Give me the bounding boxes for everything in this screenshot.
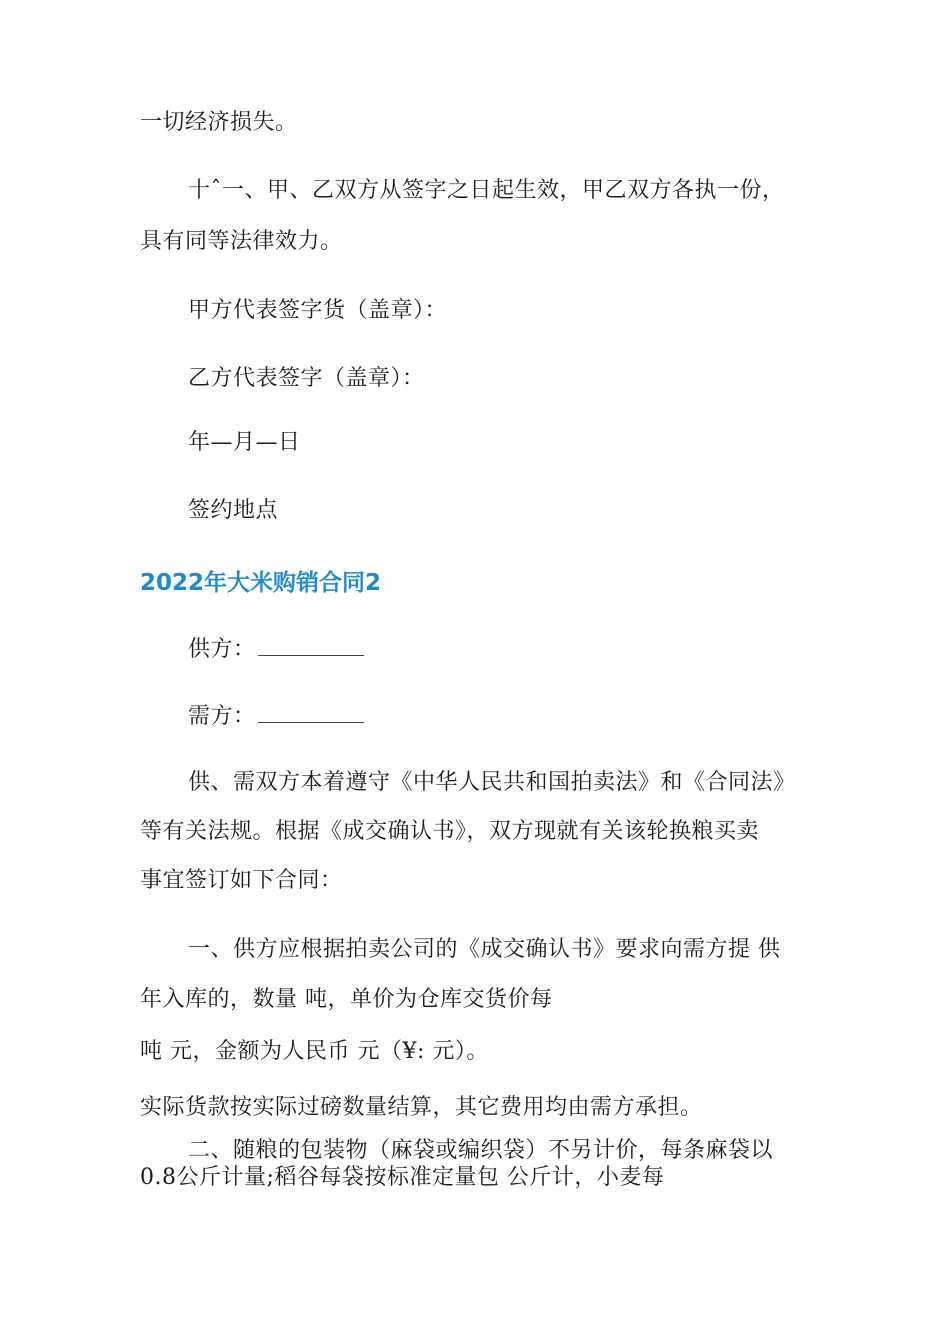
buyer-line <box>188 702 878 732</box>
paragraph-line: 实际货款按实际过磅数量结算，其它费用均由需方承担。 <box>140 1095 703 1120</box>
text-line: 具有同等法律效力。 <box>140 229 343 254</box>
text-line: 十ˆ一、甲、乙双方从签字之日起生效，甲乙双方各执一份， <box>188 178 785 203</box>
text-line: 一切经济损失。 <box>140 110 298 135</box>
paragraph-line: 一、供方应根据拍卖公司的《成交确认书》要求向需方提 供 <box>188 937 781 962</box>
supplier-line <box>188 635 878 665</box>
paragraph-line: 供、需双方本着遵守《中华人民共和国拍卖法》和《合同法》 <box>188 770 796 795</box>
paragraph-line: 事宜签订如下合同： <box>140 868 343 893</box>
paragraph-line: 0.8公斤计量;稻谷每袋按标准定量包 公斤计，小麦每 <box>140 1165 665 1190</box>
supplier-label: 供方： <box>188 637 256 662</box>
buyer-blank <box>258 702 364 723</box>
buyer-label: 需方： <box>188 704 256 729</box>
section-heading: 2022年大米购销合同2 <box>140 570 382 596</box>
paragraph-line: 吨 元，金额为人民币 元（¥: 元）。 <box>140 1039 489 1064</box>
date-line: 年—月—日 <box>188 430 301 455</box>
signature-party-b: 乙方代表签字（盖章）： <box>188 366 425 391</box>
signature-party-a: 甲方代表签字货（盖章）： <box>188 298 448 323</box>
supplier-blank <box>258 635 364 656</box>
paragraph-line: 年入库的，数量 吨，单价为仓库交货价每 <box>140 987 553 1012</box>
paragraph-line: 等有关法规。根据《成交确认书》，双方现就有关该轮换粮买卖 <box>140 819 760 844</box>
paragraph-line: 二、随粮的包装物（麻袋或编织袋）不另计价，每条麻袋以 <box>188 1138 774 1163</box>
signing-place: 签约地点 <box>188 498 279 523</box>
